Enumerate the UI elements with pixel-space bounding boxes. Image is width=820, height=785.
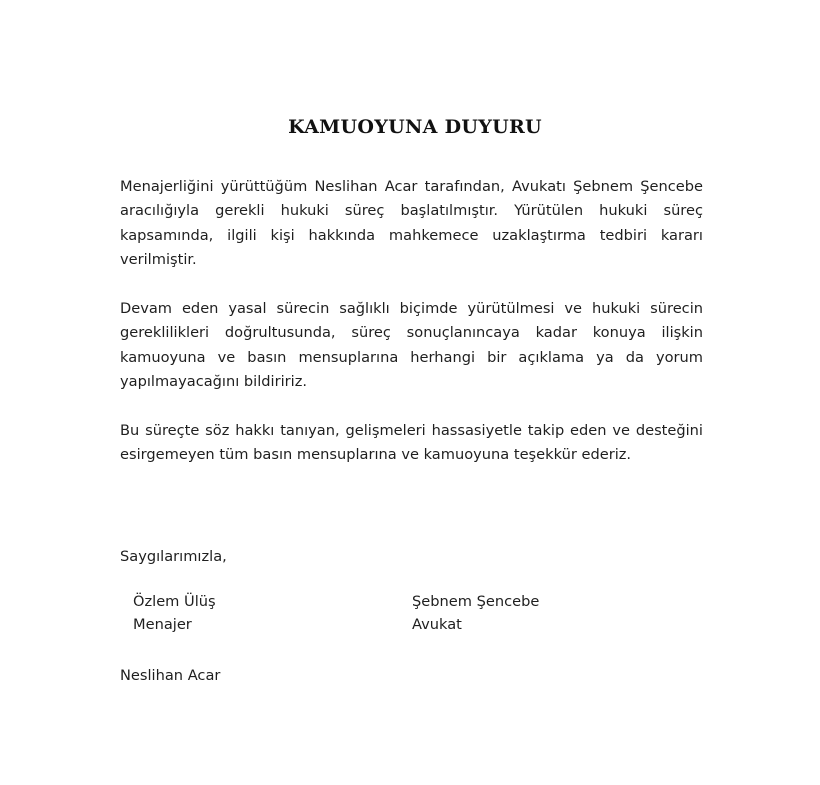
- signatory-lawyer: [412, 590, 539, 636]
- paragraph-1: Menajerliğini yürüttüğüm Neslihan Acar tarafından, Avukatı Şebnem Şencebe aracılığıyla gerekli hukuki süreç başlatılmıştır. Yürütülen hukuki süreç kapsamında, ilgili kişi hakkında mahkemece uzaklaştırma tedbiri kararı verilmiştir.: [120, 178, 703, 268]
- document-title: KAMUOYUNA DUYURU: [288, 116, 542, 138]
- signatory-role: Avukat: [412, 616, 462, 633]
- signatory-role: Menajer: [133, 616, 192, 633]
- paragraph-3: Bu süreçte söz hakkı tanıyan, gelişmeleri hassasiyetle takip eden ve desteğini esirgemeyen tüm basın mensuplarına ve kamuoyuna teşekkür ederiz.: [120, 422, 703, 464]
- signer-name: Neslihan Acar: [120, 667, 221, 684]
- signatory-name: Şebnem Şencebe: [412, 593, 540, 610]
- signatory-manager: [133, 590, 216, 636]
- closing-salutation: Saygılarımızla,: [120, 548, 227, 565]
- paragraph-2: Devam eden yasal sürecin sağlıklı biçimde yürütülmesi ve hukuki sürecin gereklilikleri doğrultusunda, süreç sonuçlanıncaya kadar konuya ilişkin kamuoyuna ve basın mensuplarına herhangi bir açıklama ya da yorum yapılmayacağını bildiririz.: [120, 300, 703, 390]
- signatory-name: Özlem Ülüş: [133, 593, 216, 610]
